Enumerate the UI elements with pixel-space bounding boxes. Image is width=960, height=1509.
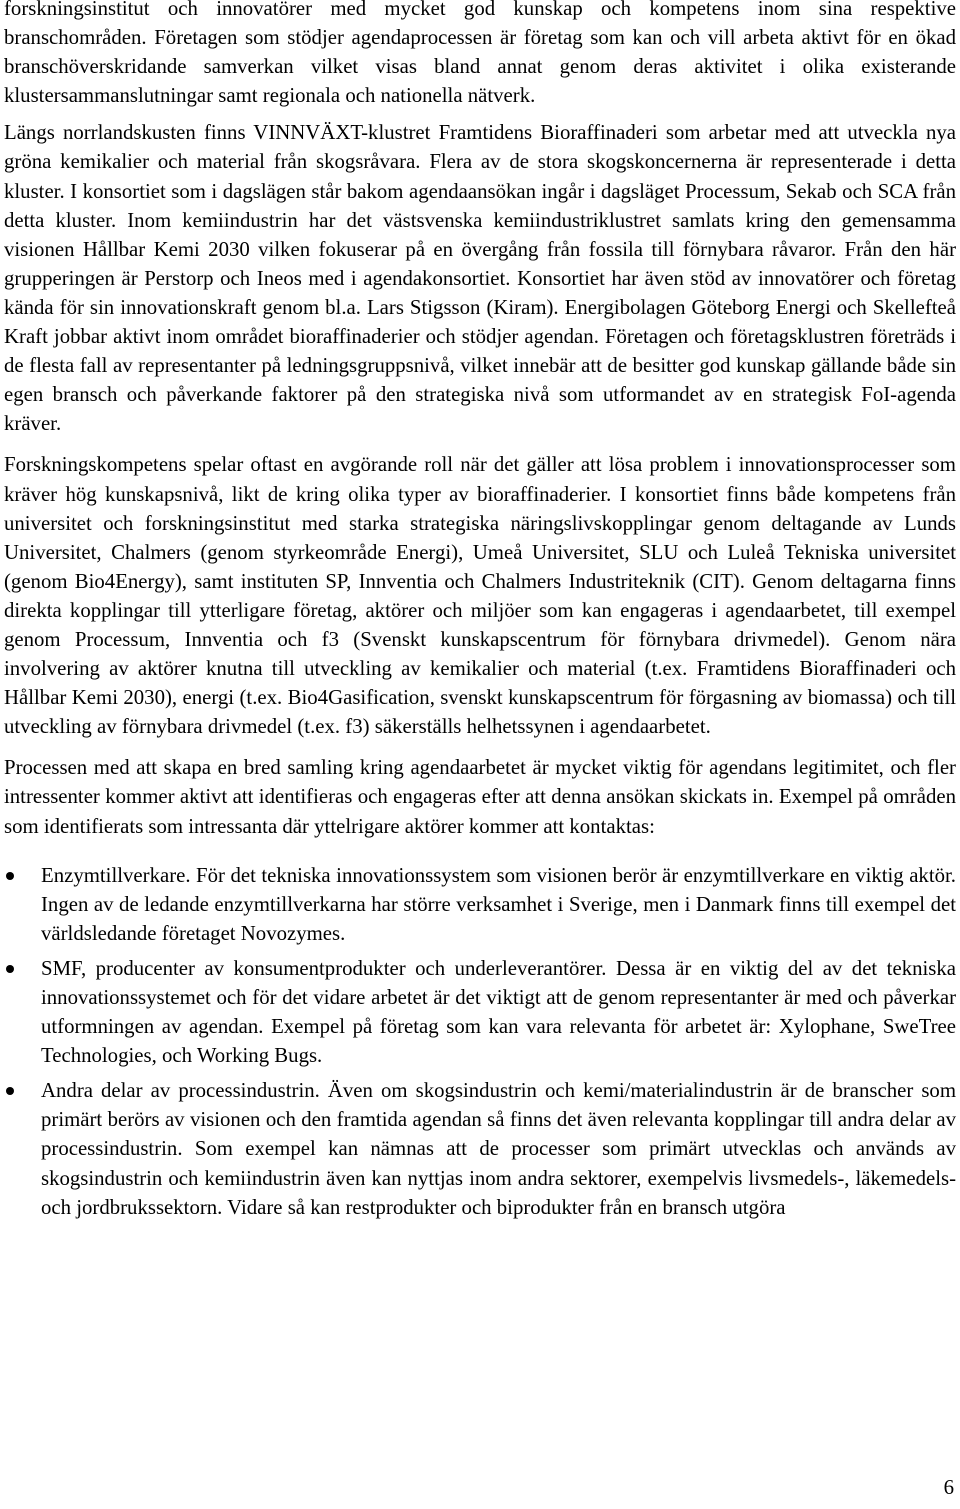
stakeholder-bullet-list [4, 861, 956, 1222]
bullet-item-text: SMF, producenter av konsumentprodukter och underleverantörer. Dessa är en viktig del av det tekniska innovationssystemet och för det vidare arbetet är det viktigt att de genom representanter är med och påverkar utformningen av agendan. Exempel på företag som kan vara relevanta för arbetet är: Xylophane, SweTree Technologies, och Working Bugs. [41, 956, 956, 1068]
bullet-dot-icon [6, 1087, 14, 1095]
paragraph-research-competence: Forskningskompetens spelar oftast en avgörande roll när det gäller att lösa problem i innovationsprocesser som kräver hög kunskapsnivå, likt de kring olika typer av bioraffinaderier. I konsortiet finns både kompetens från universitet och forskningsinstitut med starka strategiska näringslivskopplingar genom deltagande av Lunds Universitet, Chalmers (genom styrkeområde Energi), Umeå Universitet, SLU och Luleå Tekniska universitet (genom Bio4Energy), samt instituten SP, Innventia och Chalmers Industriteknik (CIT). Genom deltagarna finns direkta kopplingar till ytterligare företag, aktörer och miljöer som kan engageras i agendaarbetet, till exempel genom Processum, Innventia och f3 (Svenskt kunskapscentrum för förnybara drivmedel). Genom nära involvering av aktörer knutna till utveckling av kemikalier och material (t.ex. Framtidens Bioraffinaderi och Hållbar Kemi 2030), energi (t.ex. Bio4Gasification, svenskt kunskapscentrum för förgasning av biomassa) och till utveckling av förnybara drivmedel (t.ex. f3) säkerställs helhetssynen i agendaarbetet. [4, 453, 956, 739]
bullet-dot-icon [6, 965, 14, 973]
bullet-item-enzyme-producers [4, 861, 956, 948]
bullet-item-process-industry [4, 1076, 956, 1221]
bullet-item-text: Enzymtillverkare. För det tekniska innovationssystem som visionen berör är enzymtillverkare en viktig aktör. Ingen av de ledande enzymtillverkarna har större verksamhet i Sverige, men i Danmark finns till exempel det världsledande företaget Novozymes. [41, 863, 956, 945]
paragraph-stakeholder-process: Processen med att skapa en bred samling kring agendaarbetet är mycket viktig för agendans legitimitet, och fler intressenter kommer aktivt att identifieras och engageras efter att denna ansökan skickats in. Exempel på områden som identifierats som intressanta där yttelrigare aktörer kommer att kontaktas: [4, 756, 956, 838]
page-number: 6 [943, 1476, 954, 1499]
bullet-dot-icon [6, 872, 14, 880]
bullet-item-smf [4, 954, 956, 1070]
bullet-item-text: Andra delar av processindustrin. Även om skogsindustrin och kemi/materialindustrin är de branscher som primärt berörs av visionen och den framtida agendan så finns det även relevanta kopplingar till andra delar av processindustrin. Som exempel kan nämnas att de processer som primärt utvecklas och används av skogsindustrin och kemiindustrin även kan nyttjas inom andra sektorer, exempelvis livsmedels-, läkemedels- och jordbrukssektorn. Vidare så kan restprodukter och biprodukter från en bransch utgöra [41, 1079, 956, 1219]
paragraph-cluster-overview: Längs norrlandskusten finns VINNVÄXT-klustret Framtidens Bioraffinaderi som arbetar med att utveckla nya gröna kemikalier och material från skogsråvara. Flera av de stora skogskoncernerna är representerade i detta kluster. I konsortiet som i dagslägen står bakom agendaansökan ingår i dagsläget Processum, Sekab och SCA från detta kluster. Inom kemiindustrin har det västsvenska kemiindustriklustret samlats kring den gemensamma visionen Hållbar Kemi 2030 vilken fokuserar på en övergång från fossila till förnybara råvaror. Från den här grupperingen är Perstorp och Ineos med i agendakonsortiet. Konsortiet har även stöd av innovatörer och företag kända för sin innovationskraft genom bl.a. Lars Stigsson (Kiram). Energibolagen Göteborg Energi och Skellefteå Kraft jobbar aktivt inom området bioraffinaderier och stödjer agendan. Företagen och företagsklustren företräds i de flesta fall av representanter på ledningsgruppsnivå, vilket innebär att de besitter god kunskap gällande både sin egen bransch och påverkande faktorer på den strategiska nivå som utformandet av en strategisk FoI-agenda kräver. [4, 121, 956, 436]
paragraph-intro-continuation: forskningsinstitut och innovatörer med mycket god kunskap och kompetens inom sina respektive branschområden. Företagen som stödjer agendaprocessen är företag som kan och vill arbeta aktivt för en ökad branschöverskridande samverkan vilket visas bland annat genom deras aktivitet i olika existerande klustersammanslutningar samt regionala och nationella nätverk. [4, 0, 956, 108]
document-page [4, 0, 956, 1222]
